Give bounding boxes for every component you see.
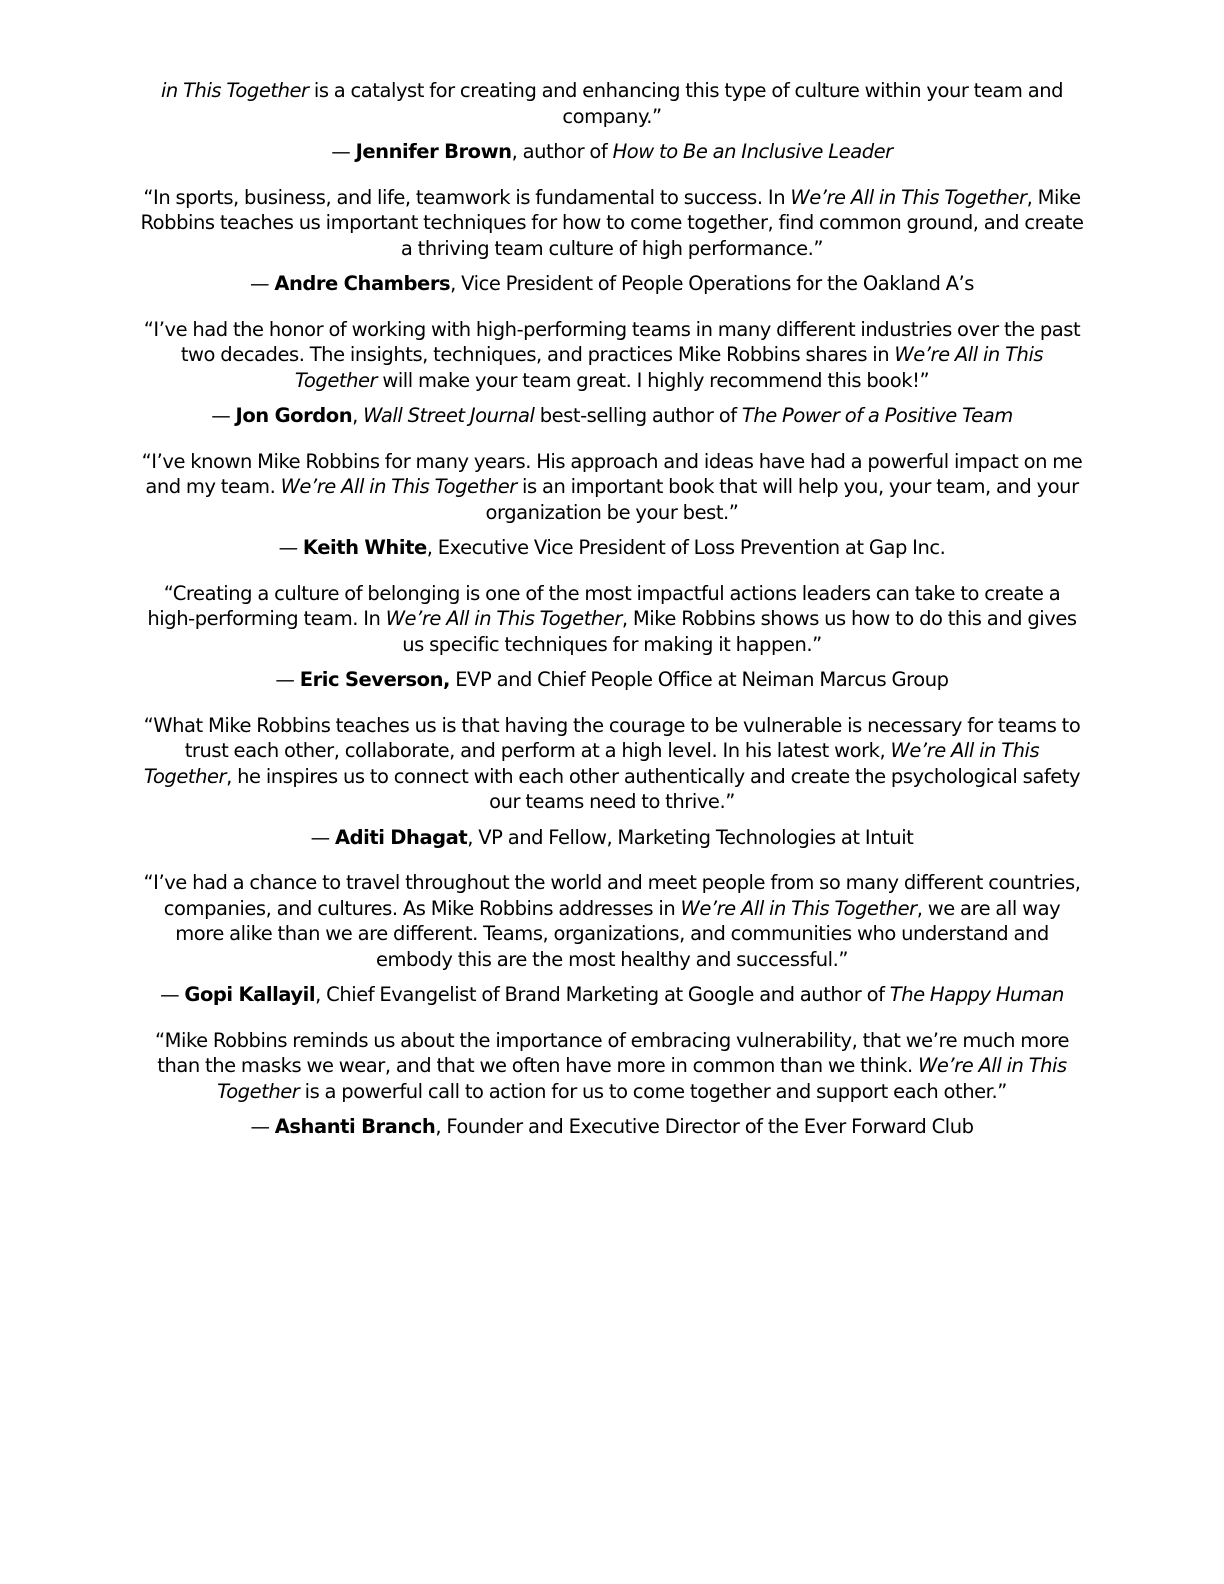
endorsement xyxy=(140,449,1084,561)
endorsement-quote xyxy=(140,449,1084,526)
endorsements-list xyxy=(140,78,1084,1160)
endorser-name: Keith White xyxy=(302,536,427,559)
quote-text: “In sports, business, and life, teamwork is fundamental to success. In xyxy=(143,185,791,209)
quote-text: , Mike Robbins shows us how to do this and gives us specific techniques for making it happen.” xyxy=(402,607,1077,656)
endorser-title: best-selling author of xyxy=(534,404,742,427)
quote-book-title: We’re All in This Together xyxy=(385,607,622,630)
quote-text: “I’ve known Mike Robbins for many years. His approach and ideas have had a powerful impact on me and my team. xyxy=(141,449,1083,498)
endorser-name: Ashanti Branch xyxy=(274,1115,436,1138)
quote-text: “Creating a culture of belonging is one of the most impactful actions leaders can take to create a high-performing team. In xyxy=(147,581,1061,630)
quote-book-title: We’re All in This Together xyxy=(143,739,1040,788)
endorsement xyxy=(140,870,1084,1008)
endorsement-attribution xyxy=(140,1114,1084,1140)
endorser-title: , Executive Vice President of Loss Prevention at Gap Inc. xyxy=(426,536,946,559)
endorsement-quote xyxy=(140,1028,1084,1105)
endorser-publication: Wall Street Journal xyxy=(363,404,535,427)
quote-text: “What Mike Robbins teaches us is that having the courage to be vulnerable is necessary for teams to trust each other, collaborate, and perform at a high level. In his latest work, xyxy=(143,713,1081,762)
quote-book-title: We’re All in This Together xyxy=(294,343,1044,392)
endorsement-attribution xyxy=(140,139,1084,165)
quote-book-title: We’re All in This Together xyxy=(680,896,917,920)
attribution-dash: — xyxy=(331,140,356,163)
endorsement-quote xyxy=(140,317,1084,394)
endorsement-quote xyxy=(140,713,1084,815)
quote-book-title: We’re All in This Together xyxy=(790,185,1027,209)
endorser-title: , Chief Evangelist of Brand Marketing at Google and author of xyxy=(315,983,890,1006)
quote-text: is a powerful call to action for us to come together and support each other.” xyxy=(299,1079,1007,1103)
endorsement xyxy=(140,713,1084,851)
quote-text: “I’ve had a chance to travel throughout the world and meet people from so many different countries, companies, and cultures. As Mike Robbins addresses in xyxy=(143,871,1081,920)
quote-book-title: in This Together xyxy=(160,79,309,102)
endorser-name: Andre Chambers xyxy=(274,272,451,295)
quote-text: “Mike Robbins reminds us about the importance of embracing vulnerability, that we’re much more than the masks we wear, and that we often have more in common than we think. xyxy=(154,1028,1070,1077)
endorsement-attribution xyxy=(140,667,1084,693)
endorsement-attribution xyxy=(140,271,1084,297)
quote-text: is a catalyst for creating and enhancing this type of culture within your team and company.” xyxy=(308,79,1064,128)
endorsement-quote xyxy=(140,870,1084,972)
endorsement-quote xyxy=(140,185,1084,262)
attribution-dash: — xyxy=(211,404,236,427)
endorser-publication: The Happy Human xyxy=(889,983,1064,1006)
endorsement xyxy=(140,1028,1084,1140)
endorser-publication: The Power of a Positive Team xyxy=(741,404,1013,427)
endorsement-attribution xyxy=(140,535,1084,561)
endorser-name: Jon Gordon xyxy=(235,404,353,427)
quote-text: is an important book that will help you, your team, and your organization be your best.” xyxy=(485,475,1079,524)
attribution-dash: — xyxy=(250,272,275,295)
endorsement-attribution xyxy=(140,403,1084,429)
endorsement-attribution xyxy=(140,982,1084,1008)
endorser-title: , xyxy=(352,404,364,427)
endorsement xyxy=(140,581,1084,693)
endorsement xyxy=(140,317,1084,429)
endorser-name: Jennifer Brown xyxy=(355,140,512,163)
quote-text: , Mike Robbins teaches us important techniques for how to come together, find common ground, and create a thriving team culture of high performance.” xyxy=(140,185,1084,260)
endorser-title: , VP and Fellow, Marketing Technologies at Intuit xyxy=(467,825,914,849)
quote-text: , we are all way more alike than we are different. Teams, organizations, and communities who understand and embody this are the most healthy and successful.” xyxy=(175,896,1061,971)
attribution-dash: — xyxy=(275,668,300,691)
attribution-dash: — xyxy=(278,536,303,559)
endorsement xyxy=(140,78,1084,165)
quote-text: , he inspires us to connect with each other authentically and create the psychological safety our teams need to thrive.” xyxy=(226,764,1081,813)
endorser-title: , Vice President of People Operations for the Oakland A’s xyxy=(450,272,974,295)
quote-book-title: We’re All in This Together xyxy=(217,1054,1067,1103)
endorser-name: Aditi Dhagat xyxy=(334,825,468,849)
endorsement xyxy=(140,185,1084,297)
endorser-title: , Founder and Executive Director of the Ever Forward Club xyxy=(435,1115,974,1138)
endorser-title: , author of xyxy=(511,140,613,163)
quote-text: will make your team great. I highly recommend this book!” xyxy=(377,368,930,392)
endorser-name: Eric Severson, xyxy=(299,668,451,691)
endorser-title: EVP and Chief People Office at Neiman Marcus Group xyxy=(450,668,949,691)
attribution-dash: — xyxy=(310,825,335,849)
attribution-dash: — xyxy=(160,983,185,1006)
quote-text: “I’ve had the honor of working with high-performing teams in many different industries over the past two decades. The insights, techniques, and practices Mike Robbins shares in xyxy=(143,317,1081,366)
endorser-publication: How to Be an Inclusive Leader xyxy=(612,140,893,163)
attribution-dash: — xyxy=(250,1115,275,1138)
endorsement-attribution xyxy=(140,825,1084,851)
endorsement-quote xyxy=(140,581,1084,658)
endorser-name: Gopi Kallayil xyxy=(184,983,316,1006)
quote-book-title: We’re All in This Together xyxy=(280,475,517,498)
endorsement-quote xyxy=(140,78,1084,129)
